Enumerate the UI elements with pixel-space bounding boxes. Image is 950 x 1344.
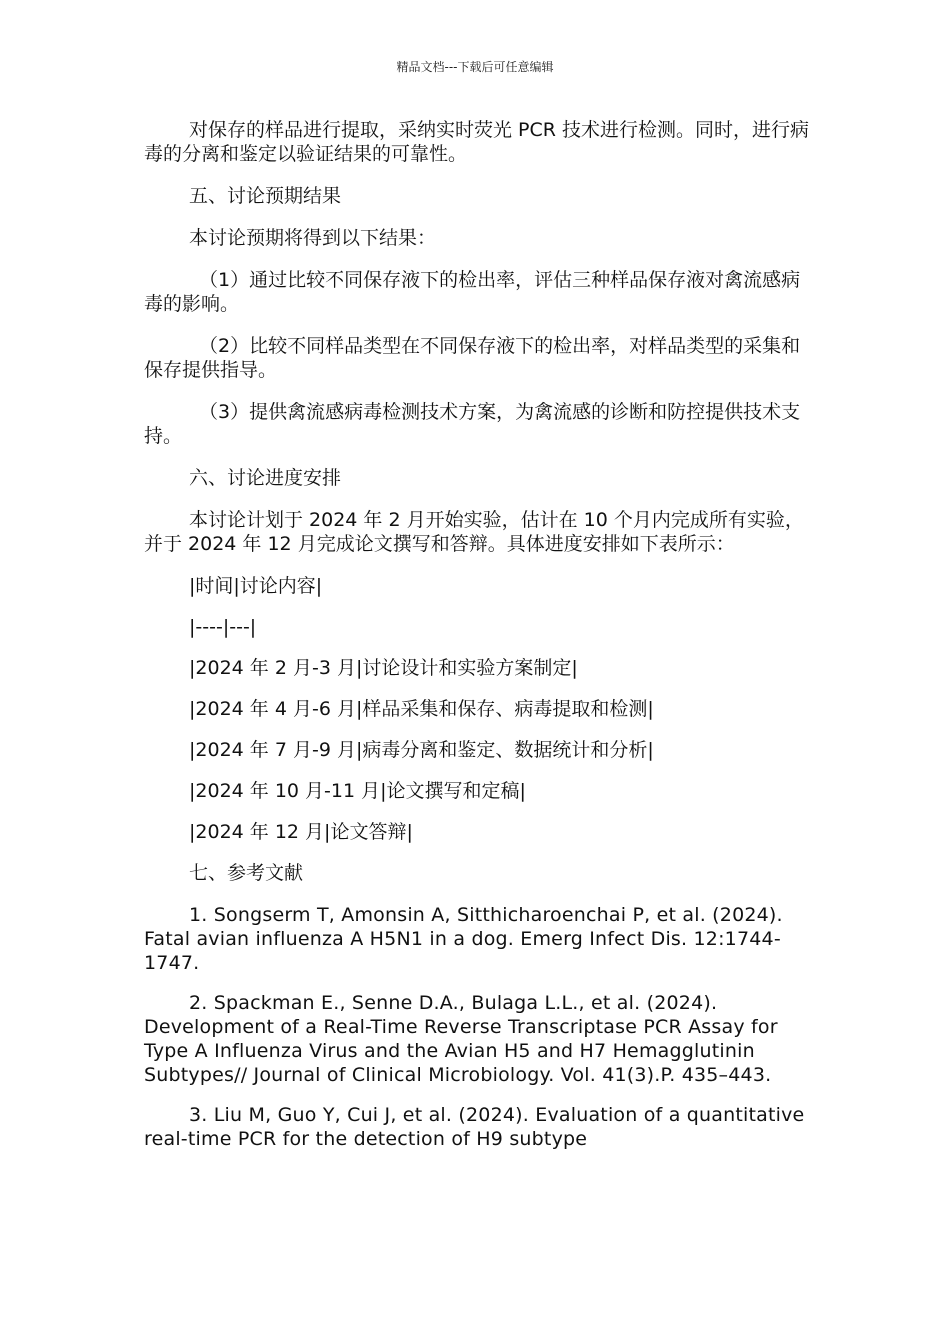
table-line-row: |2024 年 12 月|论文答辩| — [189, 821, 413, 843]
result-item-1: （1）通过比较不同保存液下的检出率，评估三种样品保存液对禽流感病毒的影响。 — [144, 269, 801, 315]
page-header: 精品文档---下载后可任意编辑 — [396, 60, 554, 74]
table-line-row: |2024 年 10 月-11 月|论文撰写和定稿| — [189, 780, 526, 802]
document-body — [144, 118, 809, 1167]
table-line-header: |时间|讨论内容| — [189, 575, 323, 597]
paragraph-extraction-method: 对保存的样品进行提取，采纳实时荧光 PCR 技术进行检测。同时，进行病毒的分离和鉴定以验证结果的可靠性。 — [144, 119, 810, 165]
section-heading-references: 七、参考文献 — [189, 862, 304, 884]
section-heading-schedule: 六、讨论进度安排 — [189, 467, 342, 489]
table-line-separator: |----|---| — [189, 616, 257, 638]
result-item-2: （2）比较不同样品类型在不同保存液下的检出率，对样品类型的采集和保存提供指导。 — [144, 335, 801, 381]
result-item-3: （3）提供禽流感病毒检测技术方案，为禽流感的诊断和防控提供技术支持。 — [144, 401, 801, 447]
reference-item: 2. Spackman E., Senne D.A., Bulaga L.L., et al. (2024). Development of a Real-Time Reverse Transcriptase PCR Assay for Type A Influenza Virus and the Avian H5 and H7 Hemagglutinin Subtypes// Journal of Clinical Microbiology. Vol. 41(3).P. 435–443. — [144, 992, 778, 1086]
table-line-row: |2024 年 4 月-6 月|样品采集和保存、病毒提取和检测| — [189, 698, 654, 720]
paragraph-schedule-intro: 本讨论计划于 2024 年 2 月开始实验，估计在 10 个月内完成所有实验，并于 2024 年 12 月完成论文撰写和答辩。具体进度安排如下表所示： — [144, 509, 804, 555]
paragraph-expected-results-intro: 本讨论预期将得到以下结果： — [189, 227, 437, 249]
reference-item: 1. Songserm T, Amonsin A, Sitthicharoenchai P, et al. (2024). Fatal avian influenza A H5N1 in a dog. Emerg Infect Dis. 12:1744-1747. — [144, 904, 783, 974]
table-line-row: |2024 年 7 月-9 月|病毒分离和鉴定、数据统计和分析| — [189, 739, 654, 761]
reference-item: 3. Liu M, Guo Y, Cui J, et al. (2024). Evaluation of a quantitative real-time PCR for the detection of H9 subtype — [144, 1104, 805, 1150]
table-line-row: |2024 年 2 月-3 月|讨论设计和实验方案制定| — [189, 657, 578, 679]
section-heading-expected-results: 五、讨论预期结果 — [189, 185, 342, 207]
